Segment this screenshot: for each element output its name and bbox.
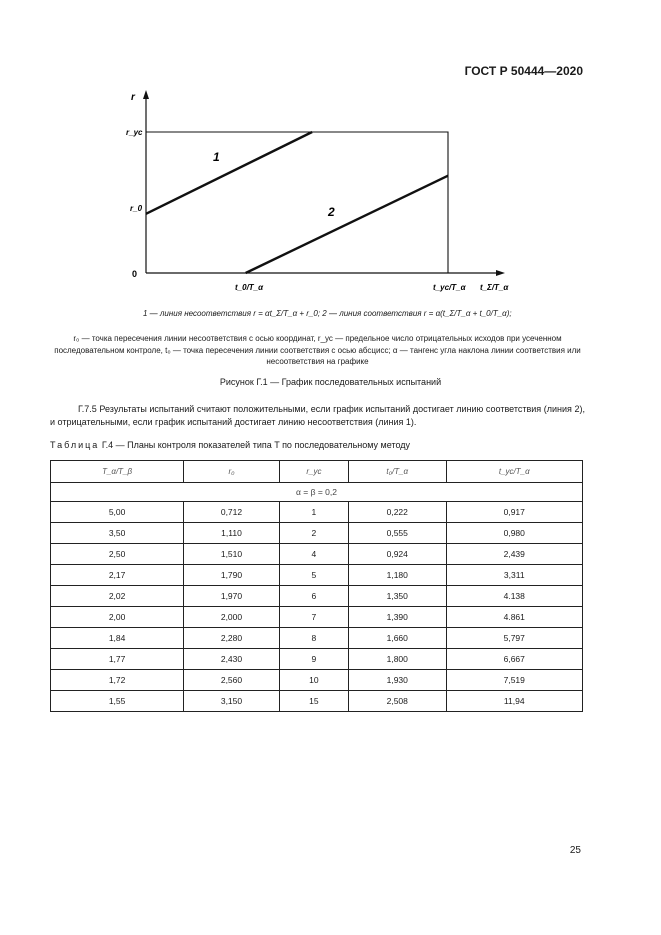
header-r0: r₀	[184, 461, 280, 483]
y-axis-arrow	[143, 90, 149, 99]
condition-cell: α = β = 0,2	[51, 483, 583, 502]
table-row	[51, 544, 583, 565]
table-cell: 1,510	[184, 544, 280, 565]
table-cell: 4	[279, 544, 348, 565]
table-cell: 1,84	[51, 628, 184, 649]
table-row	[51, 691, 583, 712]
table-cell: 7,519	[446, 670, 583, 691]
table-row	[51, 628, 583, 649]
sequential-test-chart	[100, 85, 520, 300]
table-caption-text: Г.4 — Планы контроля показателей типа T по последовательному методу	[101, 440, 411, 450]
table-cell: 2,17	[51, 565, 184, 586]
table-row	[51, 649, 583, 670]
table-cell: 3,311	[446, 565, 583, 586]
table-cell: 0,980	[446, 523, 583, 544]
table-cell: 1	[279, 502, 348, 523]
table-cell: 6,667	[446, 649, 583, 670]
table-cell: 2,430	[184, 649, 280, 670]
table-cell: 4.138	[446, 586, 583, 607]
table-cell: 0,924	[349, 544, 447, 565]
boundary-frame	[146, 132, 448, 273]
y-tick-ryc: r_ус	[126, 128, 143, 137]
table-cell: 2,50	[51, 544, 184, 565]
table-cell: 11,94	[446, 691, 583, 712]
x-axis-label: t_Σ/T_α	[480, 283, 509, 292]
control-plans-table	[50, 460, 583, 712]
header-t0-ta: t₀/T_α	[349, 461, 447, 483]
header-ryc: r_ус	[279, 461, 348, 483]
table-cell: 1,970	[184, 586, 280, 607]
table-cell: 0,555	[349, 523, 447, 544]
table-cell: 1,180	[349, 565, 447, 586]
line-1-label: 1	[213, 150, 220, 164]
line-2-conformance	[246, 176, 448, 273]
table-cell: 5,797	[446, 628, 583, 649]
table-cell: 1,930	[349, 670, 447, 691]
x-tick-t0: t_0/T_α	[235, 283, 264, 292]
table-cell: 2,508	[349, 691, 447, 712]
table-row	[51, 607, 583, 628]
table-cell: 2,280	[184, 628, 280, 649]
table-cell: 8	[279, 628, 348, 649]
table-cell: 0,917	[446, 502, 583, 523]
table-cell: 2	[279, 523, 348, 544]
table-row	[51, 565, 583, 586]
x-axis-arrow	[496, 270, 505, 276]
y-tick-r0: r_0	[130, 204, 143, 213]
table-cell: 5,00	[51, 502, 184, 523]
condition-row	[51, 483, 583, 502]
table-cell: 9	[279, 649, 348, 670]
table-cell: 10	[279, 670, 348, 691]
table-caption	[50, 440, 410, 450]
figure-caption: Рисунок Г.1 — График последовательных испытаний	[219, 377, 442, 387]
x-tick-tyc: t_ус/T_α	[433, 283, 466, 292]
table-row	[51, 523, 583, 544]
table-cell: 1,55	[51, 691, 184, 712]
table-header-row	[51, 461, 583, 483]
table-cell: 0,222	[349, 502, 447, 523]
table-caption-prefix: Таблица	[50, 440, 100, 450]
table-cell: 1,790	[184, 565, 280, 586]
table-cell: 5	[279, 565, 348, 586]
figure-legend-lines: 1 — линия несоответствия r = αt_Σ/T_α + r_0; 2 — линия соответствия r = α(t_Σ/T_α + t_0/T_α);	[143, 309, 512, 318]
line-2-label: 2	[328, 205, 335, 219]
page-number: 25	[569, 845, 581, 856]
table-cell: 3,150	[184, 691, 280, 712]
table-cell: 3,50	[51, 523, 184, 544]
table-cell: 2,439	[446, 544, 583, 565]
table-cell: 7	[279, 607, 348, 628]
table-cell: 2,02	[51, 586, 184, 607]
table-cell: 1,800	[349, 649, 447, 670]
table-cell: 2,000	[184, 607, 280, 628]
table-row	[51, 502, 583, 523]
table-cell: 2,560	[184, 670, 280, 691]
table-cell: 1,350	[349, 586, 447, 607]
header-ta-tb: T_α/T_β	[51, 461, 184, 483]
header-tyc-ta: t_ус/T_α	[446, 461, 583, 483]
table-cell: 15	[279, 691, 348, 712]
table-cell: 0,712	[184, 502, 280, 523]
table-cell: 1,390	[349, 607, 447, 628]
table-cell: 4.861	[446, 607, 583, 628]
paragraph-g75: Г.7.5 Результаты испытаний считают положительными, если график испытаний достигает линию соответствия (линия 2), и отрицательными, если график испытаний достигает линию несоответствия (линия 1).	[50, 404, 585, 427]
y-axis-label: r	[131, 92, 135, 103]
line-1-nonconformance	[146, 132, 312, 214]
table-cell: 2,00	[51, 607, 184, 628]
table-cell: 6	[279, 586, 348, 607]
standard-header: ГОСТ Р 50444—2020	[464, 64, 583, 78]
table-cell: 1,660	[349, 628, 447, 649]
table-cell: 1,77	[51, 649, 184, 670]
table-row	[51, 670, 583, 691]
figure-legend-notes: r₀ — точка пересечения линии несоответствия с осью координат, r_ус — предельное число отрицательных исходов при усеченном последовательном контроле, t₀ — точка пересечения линии соответствия с осью абсцисс; α — тангенс угла наклона линии соответствия или несоответствия на графике	[54, 334, 581, 366]
table-cell: 1,72	[51, 670, 184, 691]
table-row	[51, 586, 583, 607]
table-cell: 1,110	[184, 523, 280, 544]
y-tick-zero: 0	[132, 269, 138, 279]
